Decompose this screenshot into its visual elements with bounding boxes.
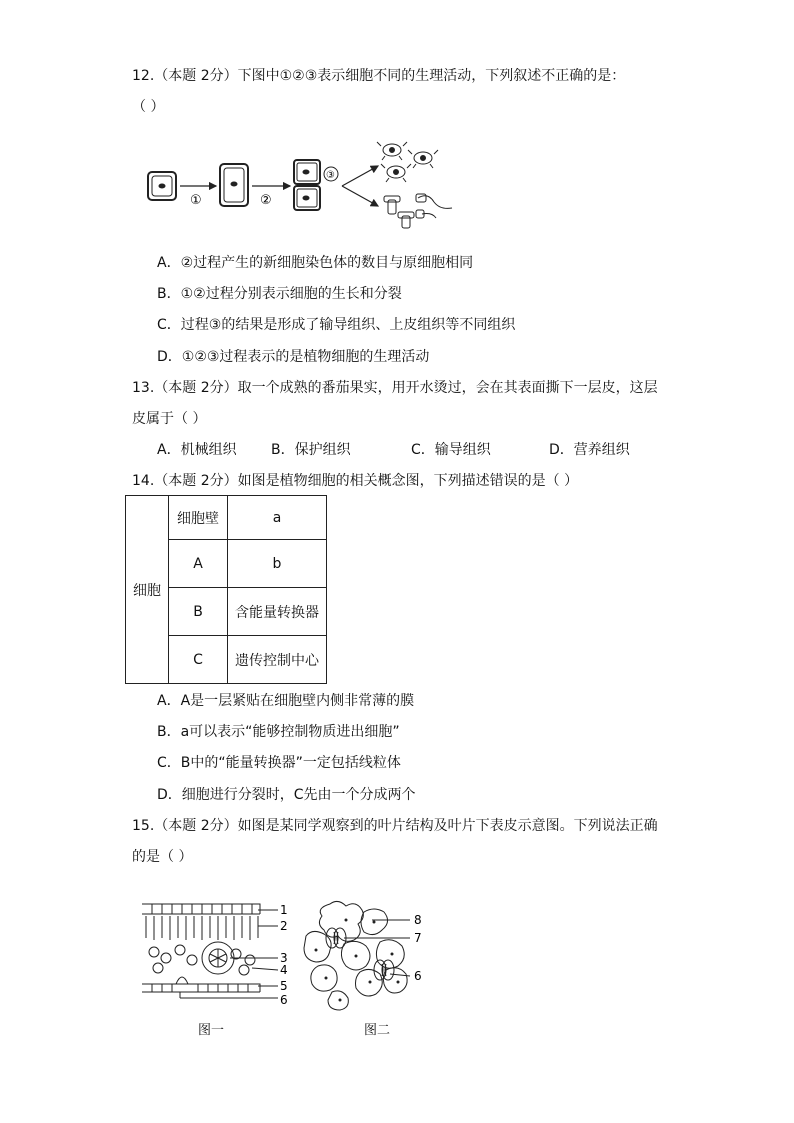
- concept-right-3: 遗传控制中心: [228, 636, 327, 684]
- q12-label-3: ③: [326, 170, 335, 181]
- concept-left-0: 细胞壁: [169, 496, 228, 540]
- q12-option-c[interactable]: C．过程③的结果是形成了输导组织、上皮组织等不同组织: [157, 317, 516, 333]
- q14-concept-table: [125, 495, 327, 684]
- fig1-label-4: 4: [280, 963, 288, 977]
- q12-label-1: ①: [190, 193, 202, 208]
- q15-stem-line1: 15.（本题 2分）如图是某同学观察到的叶片结构及叶片下表皮示意图。下列说法正确: [132, 818, 658, 834]
- q14-stem: 14.（本题 2分）如图是植物细胞的相关概念图，下列描述错误的是（ ）: [132, 473, 579, 489]
- q12-cell-division-figure: [140, 136, 460, 232]
- fig1-label-3: 3: [280, 951, 288, 965]
- conducting-tissue-cells-icon: [384, 194, 452, 228]
- fig1-label-5: 5: [280, 979, 288, 993]
- fig2-label-7: 7: [414, 931, 422, 945]
- q12-stem: 12.（本题 2分）下图中①②③表示细胞不同的生理活动，下列叙述不正确的是：: [132, 68, 626, 84]
- concept-right-2: 含能量转换器: [228, 588, 327, 636]
- q14-option-c[interactable]: C．B中的“能量转换器”一定包括线粒体: [157, 755, 401, 771]
- fig2-label-8: 8: [414, 913, 422, 927]
- q13-option-c[interactable]: C．输导组织: [411, 442, 491, 458]
- protective-tissue-cells-icon: [377, 142, 438, 182]
- fig1-label-1: 1: [280, 903, 288, 917]
- q12-option-b[interactable]: B．①②过程分别表示细胞的生长和分裂: [157, 286, 402, 302]
- divided-cells-icon: [294, 160, 320, 210]
- q12-option-a[interactable]: A．②过程产生的新细胞染色体的数目与原细胞相同: [157, 255, 474, 271]
- grown-cell-icon: [220, 164, 248, 206]
- q13-option-d[interactable]: D．营养组织: [549, 442, 630, 458]
- fig1-label-6: 6: [280, 993, 288, 1007]
- q12-option-d[interactable]: D．①②③过程表示的是植物细胞的生理活动: [157, 349, 430, 365]
- q13-option-a[interactable]: A．机械组织: [157, 442, 237, 458]
- concept-right-1: b: [228, 540, 327, 588]
- q14-option-a[interactable]: A．A是一层紧贴在细胞壁内侧非常薄的膜: [157, 693, 415, 709]
- fig2-caption: 图二: [364, 1023, 391, 1038]
- q12-answer-paren: （ ）: [132, 99, 165, 115]
- concept-right-0: a: [228, 496, 327, 540]
- single-cell-icon: [148, 172, 176, 200]
- concept-left-2: B: [169, 588, 228, 636]
- leaf-cross-section-figure: [140, 898, 300, 1010]
- q14-option-b[interactable]: B．a可以表示“能够控制物质进出细胞”: [157, 724, 400, 740]
- fig2-label-6: 6: [414, 969, 422, 983]
- concept-left-1: A: [169, 540, 228, 588]
- fig1-caption: 图一: [198, 1023, 225, 1038]
- q14-option-d[interactable]: D．细胞进行分裂时，C先由一个分成两个: [157, 787, 416, 803]
- q13-option-b[interactable]: B．保护组织: [271, 442, 351, 458]
- q13-stem-line1: 13.（本题 2分）取一个成熟的番茄果实，用开水烫过，会在其表面撕下一层皮，这层: [132, 380, 658, 396]
- fig1-label-2: 2: [280, 919, 288, 933]
- q13-stem-line2: 皮属于（ ）: [132, 411, 207, 427]
- q12-label-2: ②: [260, 193, 272, 208]
- q15-stem-line2: 的是（ ）: [132, 849, 193, 865]
- lower-epidermis-figure: [300, 896, 440, 1014]
- concept-left-3: C: [169, 636, 228, 684]
- concept-root-cell: 细胞: [126, 496, 169, 684]
